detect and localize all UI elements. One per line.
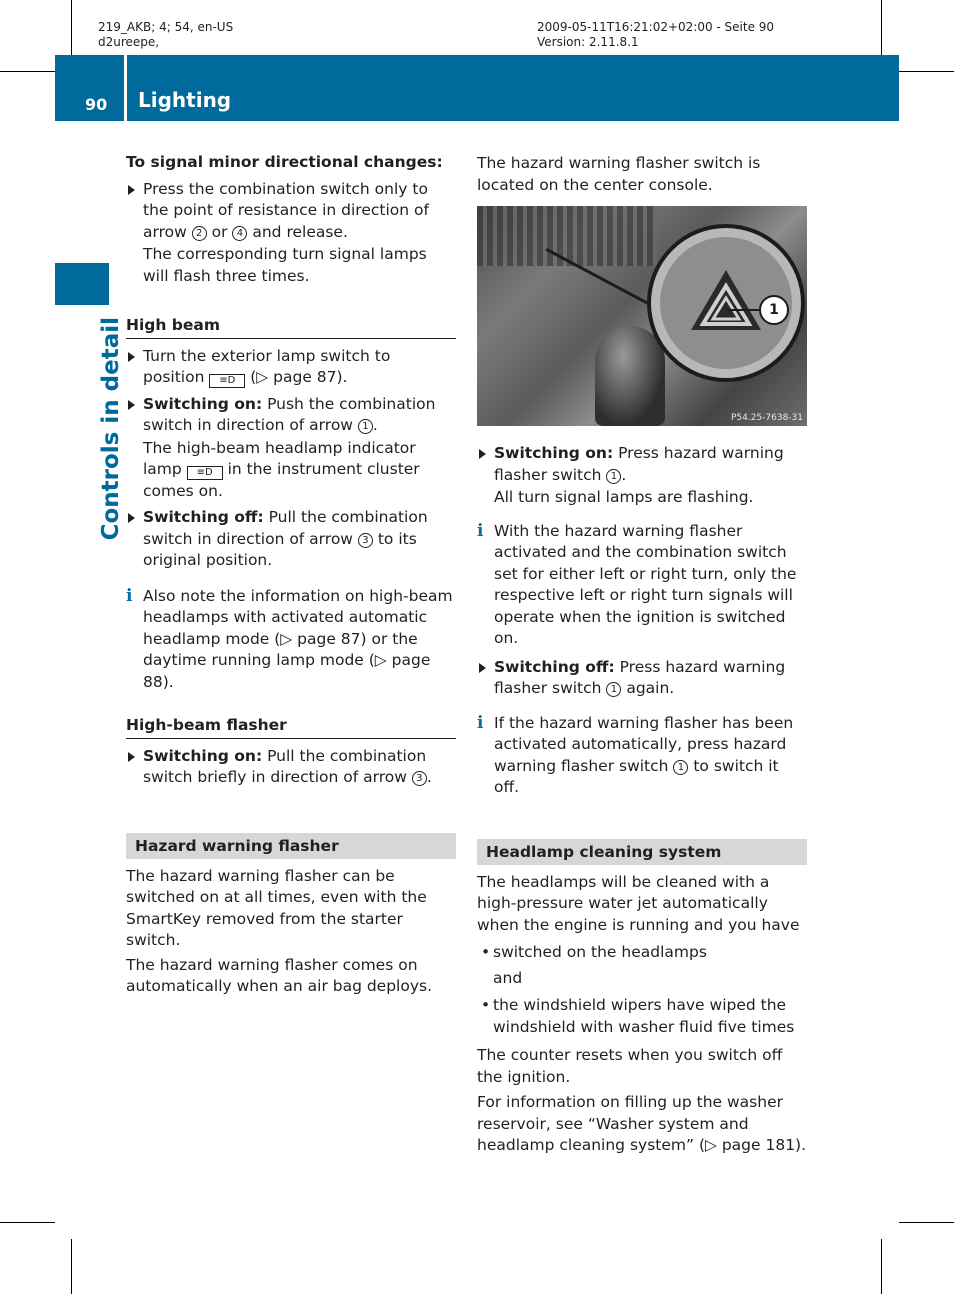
info-icon: i — [477, 520, 484, 541]
step-text: Pull the combination switch in direction of arrow — [143, 508, 428, 548]
step-text: (▷ page 87). — [245, 368, 348, 386]
step-flasher — [126, 746, 456, 789]
step-note — [126, 438, 456, 503]
step-label: Switching on: — [143, 394, 263, 413]
step-hazard-on — [477, 443, 807, 486]
callout-number: 1 — [759, 295, 789, 325]
print-meta-line: 219_AKB; 4; 54, en-US — [98, 20, 234, 34]
high-beam-heading: High beam — [126, 315, 456, 339]
photo-callout-line — [727, 309, 759, 311]
circled-number-icon: 3 — [412, 771, 427, 786]
step-note: All turn signal lamps are flashing. — [494, 488, 754, 506]
crop-mark — [71, 0, 72, 55]
step-arrow-icon — [128, 752, 135, 762]
page-number: 90 — [85, 95, 108, 114]
cleaning-paragraph: For information on filling up the washer reservoir, see “Washer system and headlamp cleaning system” (▷ page 181). — [477, 1093, 807, 1154]
step-text: . — [372, 416, 378, 434]
step-label: Switching on: — [494, 444, 614, 462]
step-arrow-icon — [128, 352, 135, 362]
crop-mark — [71, 1239, 72, 1294]
info-text: If the hazard warning flasher has been activated automatically, press hazard warning flasher switch — [494, 713, 794, 775]
crop-mark — [881, 0, 882, 55]
step-text: and release. — [247, 222, 348, 241]
list-connector: and — [493, 968, 523, 987]
step-text: Turn the exterior lamp switch to position — [143, 346, 391, 386]
circled-number-icon: 1 — [606, 469, 621, 484]
crop-mark — [899, 71, 954, 72]
info-hazard-1 — [477, 521, 807, 650]
step-arrow-icon — [128, 400, 135, 410]
step-arrow-icon — [479, 663, 486, 673]
cleaning-paragraph: The headlamps will be cleaned with a high-pressure water jet automatically when the engine is running and you have — [477, 872, 800, 934]
step-label: Switching off: — [494, 657, 615, 676]
print-meta-line: Version: 2.11.8.1 — [537, 35, 639, 49]
step-label: Switching off: — [143, 508, 264, 526]
list-item-text: the windshield wipers have wiped the windshield with washer fluid five times — [493, 996, 795, 1036]
print-meta-left — [98, 20, 233, 50]
step-minor — [126, 179, 456, 244]
print-meta-line: d2ureepe, — [98, 35, 160, 49]
info-high-beam — [126, 586, 456, 694]
crop-mark — [0, 71, 55, 72]
info-text: Also note the information on high-beam headlamps with activated automatic headlamp mode (▷ page 87) or the daytime running lamp mode (▷ page 88). — [143, 586, 453, 691]
step-text: to its original position. — [143, 529, 417, 569]
list-item — [477, 995, 807, 1038]
step-text: or — [206, 222, 233, 241]
minor-heading: To signal minor directional changes: — [126, 153, 443, 171]
circled-number-icon: 2 — [192, 226, 207, 241]
info-text: With the hazard warning flasher activated and the combination switch set for either left or right turn, only the respective left or right turn signals will operate when the ignition is switched on. — [494, 521, 797, 647]
bullet-icon: • — [481, 943, 491, 961]
crop-mark — [881, 1239, 882, 1294]
print-meta-line: 2009-05-11T16:21:02+02:00 - Seite 90 — [537, 20, 775, 34]
step-note-text: in the instrument cluster comes on. — [143, 460, 420, 500]
circled-number-icon: 3 — [358, 533, 373, 548]
crop-mark — [899, 1222, 954, 1223]
circled-number-icon: 4 — [232, 226, 247, 241]
list-item — [477, 942, 807, 964]
step-text: . — [621, 465, 627, 484]
step-high-beam-2 — [126, 394, 456, 437]
info-icon: i — [126, 585, 133, 606]
step-text: Push the combination switch in direction of arrow — [143, 394, 436, 434]
hazard-heading: Hazard warning flasher — [126, 833, 456, 859]
right-column — [477, 153, 807, 1157]
step-text: Pull the combination switch briefly in direction of arrow — [143, 746, 427, 786]
print-meta-right — [537, 20, 774, 50]
crop-mark — [0, 1222, 55, 1223]
cleaning-paragraph: The counter resets when you switch off the ignition. — [477, 1046, 783, 1086]
center-console-photo — [477, 206, 807, 426]
info-hazard-2 — [477, 713, 807, 799]
high-beam-symbol-icon: ≡D — [209, 374, 245, 388]
step-high-beam-3 — [126, 507, 456, 572]
side-tab — [55, 263, 109, 305]
photo-detail — [595, 326, 665, 426]
step-text: Press hazard warning flasher switch — [494, 657, 786, 697]
hazard-switch-intro: The hazard warning flasher switch is located on the center console. — [477, 154, 761, 194]
step-text: Press hazard warning flasher switch — [494, 444, 784, 484]
info-text: to switch it off. — [494, 756, 779, 796]
section-title: Lighting — [138, 88, 232, 112]
info-icon: i — [477, 712, 484, 733]
hazard-warning-icon — [689, 268, 763, 332]
high-beam-indicator-icon: ≡D — [187, 466, 223, 480]
left-column — [126, 152, 456, 998]
step-text: Press the combination switch only to the point of resistance in direction of arrow — [143, 179, 429, 241]
photo-detail — [477, 206, 657, 266]
bullet-icon: • — [481, 996, 491, 1014]
step-note-text: The high-beam headlamp indicator lamp — [143, 438, 416, 478]
step-note: The corresponding turn signal lamps will flash three times. — [143, 245, 427, 285]
cleaning-heading: Headlamp cleaning system — [477, 839, 807, 865]
step-arrow-icon — [128, 185, 135, 195]
flasher-heading: High-beam flasher — [126, 715, 456, 739]
step-text: . — [426, 768, 432, 786]
step-high-beam-1 — [126, 346, 456, 389]
circled-number-icon: 1 — [606, 682, 621, 697]
list-item-text: switched on the headlamps — [493, 943, 707, 961]
step-label: Switching on: — [143, 746, 263, 765]
step-text: again. — [621, 679, 675, 697]
circled-number-icon: 1 — [673, 760, 688, 775]
step-arrow-icon — [128, 513, 135, 523]
header-divider — [124, 55, 127, 121]
image-code: P54.25-7638-31 — [730, 413, 803, 423]
hazard-paragraph: The hazard warning flasher can be switched on at all times, even with the SmartKey removed from the starter switch. — [126, 866, 427, 949]
side-label-text: Controls in detail — [98, 317, 124, 541]
step-hazard-off — [477, 657, 807, 700]
circled-number-icon: 1 — [358, 419, 373, 434]
hazard-paragraph: The hazard warning flasher comes on automatically when an air bag deploys. — [126, 955, 433, 995]
step-arrow-icon — [479, 449, 486, 459]
